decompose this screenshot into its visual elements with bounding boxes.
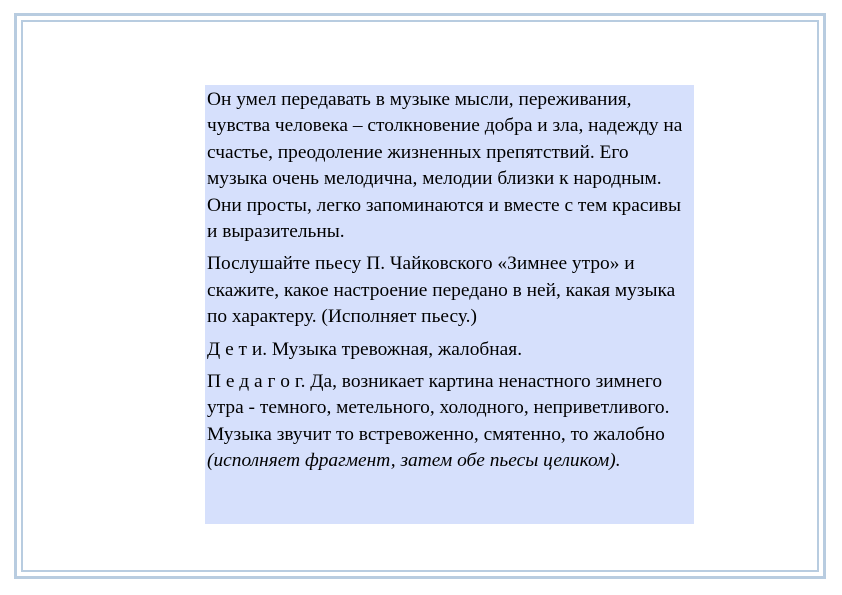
- paragraph-4-text: П е д а г о г. Да, возникает картина ненастного зимнего утра - темного, метельного, холодного, неприветливого. Музыка звучит то встревоженно, смятенно, то жалобно: [207, 371, 670, 445]
- paragraph-4: [207, 369, 692, 475]
- paragraph-2: Послушайте пьесу П. Чайковского «Зимнее утро» и скажите, какое настроение передано в ней, какая музыка по характеру. (Исполняет пьесу.): [207, 253, 676, 328]
- paragraph-1: Он умел передавать в музыке мысли, переживания, чувства человека – столкновение добра и зла, надежду на счастье, преодоление жизненных препятствий. Его музыка очень мелодична, мелодии близки к народным. Они просты, легко запоминаются и вместе с тем красивы и выразительны.: [207, 89, 683, 243]
- paragraph-4-italic-remark: (исполняет фрагмент, затем обе пьесы целиком).: [207, 450, 621, 472]
- text-box: [205, 85, 694, 524]
- paragraph-3: Д е т и. Музыка тревожная, жалобная.: [207, 338, 523, 360]
